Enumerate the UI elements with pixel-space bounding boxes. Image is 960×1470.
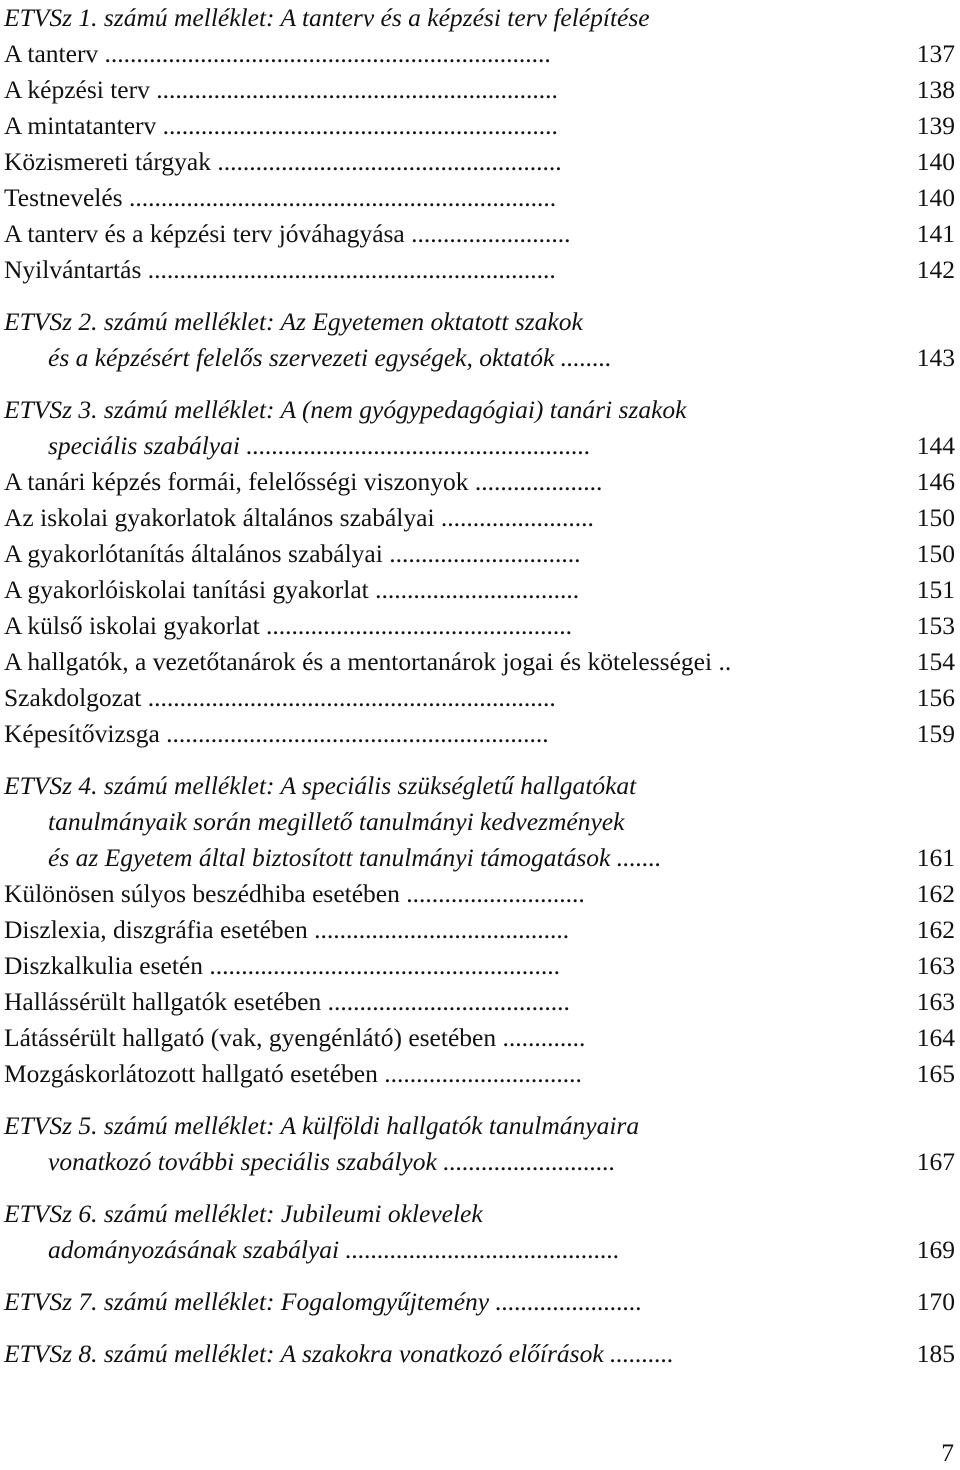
toc-heading-continuation[interactable] — [4, 428, 955, 464]
section-spacer — [4, 1092, 955, 1108]
toc-entry-title: Különösen súlyos beszédhiba esetében ............................ — [4, 879, 585, 908]
table-of-contents — [4, 0, 955, 1372]
toc-entry-title: Képesítővizsga ............................................................ — [4, 719, 549, 748]
toc-heading-continuation[interactable] — [4, 1144, 955, 1180]
toc-heading-continuation[interactable] — [4, 840, 955, 876]
toc-entry-title: vonatkozó további speciális szabályok ........................... — [48, 1147, 616, 1176]
toc-entry-page: 140 — [916, 147, 955, 176]
section-spacer — [4, 288, 955, 304]
toc-entry-title: Az iskolai gyakorlatok általános szabályai ........................ — [4, 503, 594, 532]
toc-entry[interactable] — [4, 464, 955, 500]
toc-entry-page: 156 — [916, 683, 955, 712]
toc-entry-title: ETVSz 2. számú melléklet: Az Egyetemen oktatott szakok — [4, 307, 583, 336]
toc-entry-title: A tanterv és a képzési terv jóváhagyása ......................... — [4, 219, 571, 248]
toc-heading-continuation[interactable] — [4, 340, 955, 376]
toc-entry[interactable] — [4, 680, 955, 716]
toc-entry-title: tanulmányaik során megillető tanulmányi kedvezmények — [48, 807, 625, 836]
toc-entry[interactable] — [4, 644, 955, 680]
toc-entry-title: Hallássérült hallgatók esetében ...................................... — [4, 987, 570, 1016]
toc-entry[interactable] — [4, 912, 955, 948]
toc-entry-page: 150 — [916, 503, 955, 532]
toc-entry[interactable] — [4, 72, 955, 108]
toc-entry-title: A gyakorlótanítás általános szabályai .............................. — [4, 539, 581, 568]
toc-entry[interactable] — [4, 984, 955, 1020]
toc-entry[interactable] — [4, 948, 955, 984]
toc-entry-page: 163 — [916, 951, 955, 980]
toc-entry-page: 170 — [916, 1287, 955, 1316]
section-spacer — [4, 1180, 955, 1196]
toc-entry-title: és a képzésért felelős szervezeti egységek, oktatók ........ — [48, 343, 612, 372]
toc-entry-title: ETVSz 7. számú melléklet: Fogalomgyűjtemény ....................... — [4, 1287, 643, 1316]
toc-entry-title: ETVSz 1. számú melléklet: A tanterv és a képzési terv felépítése — [4, 3, 650, 32]
toc-entry-page: 154 — [916, 647, 955, 676]
toc-section-heading[interactable] — [4, 1196, 955, 1232]
toc-section-heading[interactable] — [4, 1336, 955, 1372]
toc-entry-title: ETVSz 3. számú melléklet: A (nem gyógypedagógiai) tanári szakok — [4, 395, 687, 424]
toc-entry-title: A külső iskolai gyakorlat ................................................ — [4, 611, 573, 640]
toc-entry[interactable] — [4, 1020, 955, 1056]
toc-entry-page: 161 — [916, 843, 955, 872]
section-spacer — [4, 752, 955, 768]
toc-section-heading[interactable] — [4, 0, 955, 36]
toc-section-heading[interactable] — [4, 768, 955, 804]
toc-entry-page: 143 — [916, 343, 955, 372]
toc-entry[interactable] — [4, 108, 955, 144]
toc-entry-page: 165 — [916, 1059, 955, 1088]
toc-entry[interactable] — [4, 216, 955, 252]
toc-entry[interactable] — [4, 536, 955, 572]
toc-entry-title: A hallgatók, a vezetőtanárok és a mentortanárok jogai és kötelességei .. — [4, 647, 732, 676]
toc-entry-title: Szakdolgozat ................................................................ — [4, 683, 556, 712]
toc-entry-title: A tanári képzés formái, felelősségi viszonyok .................... — [4, 467, 603, 496]
toc-entry-title: ETVSz 4. számú melléklet: A speciális szükségletű hallgatókat — [4, 771, 637, 800]
toc-entry-title: Látássérült hallgató (vak, gyengénlátó) esetében ............. — [4, 1023, 586, 1052]
toc-entry[interactable] — [4, 180, 955, 216]
toc-entry-title: speciális szabályai ...................................................... — [48, 431, 591, 460]
toc-entry-page: 153 — [916, 611, 955, 640]
toc-entry-page: 162 — [916, 879, 955, 908]
toc-entry-title: A mintatanterv .............................................................. — [4, 111, 558, 140]
toc-entry-title: és az Egyetem által biztosított tanulmányi támogatások ....... — [48, 843, 662, 872]
toc-entry-title: A tanterv ...................................................................... — [4, 39, 551, 68]
toc-entry[interactable] — [4, 144, 955, 180]
toc-entry-page: 139 — [916, 111, 955, 140]
section-spacer — [4, 1268, 955, 1284]
toc-entry-page: 162 — [916, 915, 955, 944]
toc-entry-page: 163 — [916, 987, 955, 1016]
toc-entry[interactable] — [4, 252, 955, 288]
section-spacer — [4, 376, 955, 392]
toc-section-heading[interactable] — [4, 304, 955, 340]
toc-entry-page: 138 — [916, 75, 955, 104]
toc-section-heading[interactable] — [4, 1108, 955, 1144]
page-number: 7 — [941, 1438, 954, 1467]
toc-entry[interactable] — [4, 876, 955, 912]
toc-entry-title: Közismereti tárgyak ...................................................... — [4, 147, 562, 176]
toc-entry-page: 137 — [916, 39, 955, 68]
toc-section-heading[interactable] — [4, 392, 955, 428]
toc-entry-title: ETVSz 5. számú melléklet: A külföldi hallgatók tanulmányaira — [4, 1111, 640, 1140]
toc-entry-page: 141 — [916, 219, 955, 248]
toc-section-heading[interactable] — [4, 1284, 955, 1320]
toc-entry-page: 167 — [916, 1147, 955, 1176]
toc-entry-page: 140 — [916, 183, 955, 212]
toc-heading-continuation[interactable] — [4, 1232, 955, 1268]
toc-entry-page: 150 — [916, 539, 955, 568]
toc-entry-title: A képzési terv ............................................................... — [4, 75, 558, 104]
toc-entry[interactable] — [4, 716, 955, 752]
toc-entry[interactable] — [4, 572, 955, 608]
toc-entry-page: 142 — [916, 255, 955, 284]
toc-entry-page: 144 — [916, 431, 955, 460]
toc-entry-page: 169 — [916, 1235, 955, 1264]
toc-entry-title: Diszlexia, diszgráfia esetében ........................................ — [4, 915, 570, 944]
toc-entry-title: Diszkalkulia esetén ....................................................... — [4, 951, 560, 980]
toc-entry[interactable] — [4, 608, 955, 644]
toc-entry-page: 185 — [916, 1339, 955, 1368]
toc-entry-page: 151 — [916, 575, 955, 604]
toc-entry-title: Nyilvántartás ................................................................ — [4, 255, 556, 284]
toc-entry-page: 164 — [916, 1023, 955, 1052]
toc-entry-title: Testnevelés ................................................................... — [4, 183, 557, 212]
toc-heading-continuation[interactable] — [4, 804, 955, 840]
toc-entry-page: 146 — [916, 467, 955, 496]
toc-entry-title: adományozásának szabályai ........................................... — [48, 1235, 620, 1264]
toc-entry-title: Mozgáskorlátozott hallgató esetében ............................... — [4, 1059, 582, 1088]
toc-entry[interactable] — [4, 500, 955, 536]
toc-entry-title: ETVSz 6. számú melléklet: Jubileumi oklevelek — [4, 1199, 483, 1228]
toc-entry-title: A gyakorlóiskolai tanítási gyakorlat ................................ — [4, 575, 580, 604]
toc-entry-title: ETVSz 8. számú melléklet: A szakokra vonatkozó előírások .......... — [4, 1339, 674, 1368]
toc-entry[interactable] — [4, 36, 955, 72]
toc-entry-page: 159 — [916, 719, 955, 748]
toc-entry[interactable] — [4, 1056, 955, 1092]
section-spacer — [4, 1320, 955, 1336]
